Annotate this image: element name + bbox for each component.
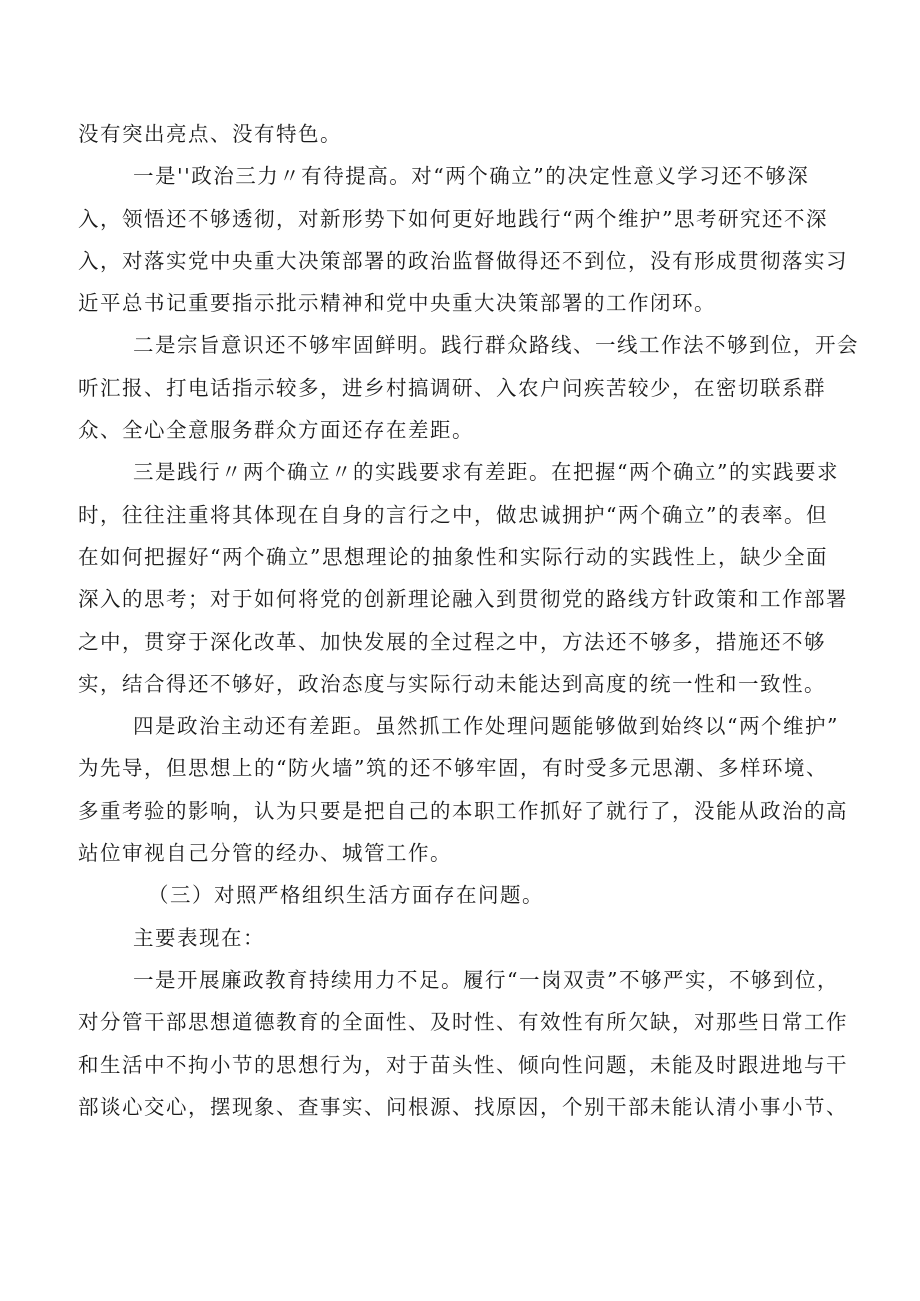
- paragraph-line: 对分管干部思想道德教育的全面性、及时性、有效性有所欠缺，对那些日常工作: [78, 1010, 848, 1035]
- paragraph-line: 众、全心全意服务群众方面还存在差距。: [78, 418, 474, 443]
- paragraph-line: 一是''政治三力〃有待提高。对“两个确立”的决定性意义学习还不够深: [133, 164, 810, 189]
- paragraph-line: 深入的思考；对于如何将党的创新理论融入到贯彻党的路线方针政策和工作部署: [78, 587, 848, 612]
- section-heading: （三）对照严格组织生活方面存在问题。: [148, 883, 544, 908]
- paragraph-line: 多重考验的影响，认为只要是把自己的本职工作抓好了就行了，没能从政治的高: [78, 798, 848, 823]
- paragraph-line: 四是政治主动还有差距。虽然抓工作处理问题能够做到始终以“两个维护”: [133, 714, 839, 739]
- paragraph-line: 入，领悟还不够透彻，对新形势下如何更好地践行“两个维护”思考研究还不深: [78, 206, 828, 231]
- paragraph-line: 在如何把握好“两个确立”思想理论的抽象性和实际行动的实践性上，缺少全面: [78, 544, 828, 569]
- paragraph-line: 没有突出亮点、没有特色。: [78, 122, 342, 146]
- paragraph-line: 和生活中不拘小节的思想行为，对于苗头性、倾向性问题，未能及时跟进地与干: [78, 1052, 848, 1077]
- paragraph-line: 之中，贯穿于深化改革、加快发展的全过程之中，方法还不够多，措施还不够: [78, 629, 826, 654]
- document-body: [78, 113, 859, 1128]
- paragraph-line: 一是开展廉政教育持续用力不足。履行“一岗双责”不够严实，不够到位，: [133, 967, 839, 992]
- paragraph-line: 部谈心交心，摆现象、查事实、问根源、找原因，个别干部未能认清小事小节、: [78, 1094, 848, 1119]
- paragraph-line: 站位审视自己分管的经办、城管工作。: [78, 841, 452, 866]
- paragraph-line: 听汇报、打电话指示较多，进乡村搞调研、入农户问疾苦较少，在密切联系群: [78, 375, 826, 400]
- paragraph-line: 为先导，但思想上的“防火墙”筑的还不够牢固，有时受多元思潮、多样环境、: [78, 756, 828, 781]
- paragraph-line: 实，结合得还不够好，政治态度与实际行动未能达到高度的统一性和一致性。: [78, 671, 826, 696]
- paragraph-line: 二是宗旨意识还不够牢固鲜明。践行群众路线、一线工作法不够到位，开会: [133, 333, 859, 358]
- paragraph-line: 近平总书记重要指示批示精神和党中央重大决策部署的工作闭环。: [78, 291, 716, 316]
- paragraph-line: 三是践行〃两个确立〃的实践要求有差距。在把握“两个确立”的实践要求: [133, 460, 839, 485]
- paragraph-line: 主要表现在：: [133, 925, 265, 950]
- paragraph-line: 时，往往注重将其体现在自身的言行之中，做忠诚拥护“两个确立”的表率。但: [78, 502, 828, 527]
- paragraph-line: 入，对落实党中央重大决策部署的政治监督做得还不到位，没有形成贯彻落实习: [78, 248, 848, 273]
